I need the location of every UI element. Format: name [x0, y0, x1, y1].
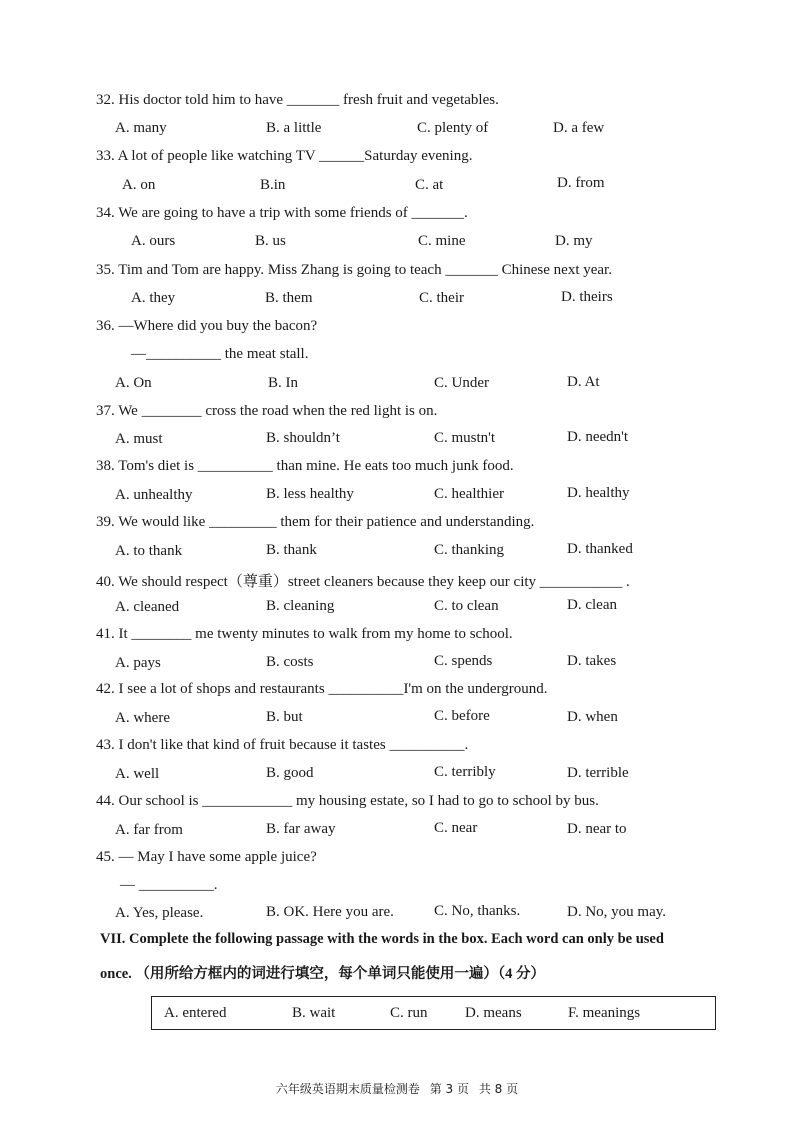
option-c: C. their	[419, 290, 464, 306]
section-heading: VII. Complete the following passage with the words in the box. Each word can only be used	[100, 931, 664, 947]
option-c: C. mine	[418, 233, 466, 249]
option-a: A. where	[115, 710, 170, 726]
option-a: A. far from	[115, 822, 183, 838]
question-stem: 33. A lot of people like watching TV ______Saturday evening.	[96, 148, 473, 164]
footer-title: 六年级英语期末质量检测卷	[275, 1082, 420, 1096]
question-response-line: — __________.	[120, 877, 218, 893]
option-d: D. theirs	[561, 289, 613, 305]
option-c: C. healthier	[434, 486, 504, 502]
option-a: A. Yes, please.	[115, 905, 204, 921]
word-option-b: B. wait	[292, 1005, 336, 1021]
option-b: B. shouldn’t	[266, 430, 340, 446]
option-b: B. good	[266, 765, 314, 781]
option-d: D. terrible	[567, 765, 629, 781]
word-option-a: A. entered	[164, 1005, 227, 1021]
option-c: C. plenty of	[417, 120, 489, 136]
question-stem: 40. We should respect（尊重）street cleaners because they keep our city ___________ .	[96, 574, 630, 590]
word-option-d: D. means	[465, 1005, 522, 1021]
option-b: B. thank	[266, 542, 317, 558]
word-box	[151, 996, 716, 1030]
option-a: A. ours	[131, 233, 176, 249]
footer-page-number: 第 3 页	[429, 1082, 469, 1096]
footer-total-pages: 共 8 页	[478, 1082, 519, 1096]
option-b: B. In	[268, 375, 298, 391]
option-d: D. from	[557, 175, 605, 191]
option-b: B. them	[265, 290, 313, 306]
option-a: A. on	[122, 177, 156, 193]
page-footer	[0, 1080, 794, 1097]
option-d: D. needn't	[567, 429, 629, 445]
option-c: C. spends	[434, 653, 493, 669]
option-a: A. On	[115, 375, 152, 391]
option-b: B. OK. Here you are.	[266, 904, 394, 920]
option-a: A. they	[131, 290, 176, 306]
question-stem: 39. We would like _________ them for their patience and understanding.	[96, 514, 535, 530]
question-stem: 45. — May I have some apple juice?	[96, 849, 317, 865]
word-option-f: F. meanings	[568, 1005, 641, 1021]
option-d: D. my	[555, 233, 593, 249]
option-a: A. pays	[115, 655, 161, 671]
option-c: C. at	[415, 177, 444, 193]
option-a: A. well	[115, 766, 160, 782]
option-c: C. mustn't	[434, 430, 496, 446]
option-c: C. to clean	[434, 598, 499, 614]
question-stem: 38. Tom's diet is __________ than mine. He eats too much junk food.	[96, 458, 514, 474]
option-d: D. a few	[553, 120, 605, 136]
option-d: D. healthy	[567, 485, 630, 501]
option-c: C. Under	[434, 375, 489, 391]
option-a: A. to thank	[115, 543, 183, 559]
option-c: C. thanking	[434, 542, 504, 558]
option-d: D. near to	[567, 821, 627, 837]
option-b: B. a little	[266, 120, 322, 136]
section-heading-line2: once. （用所给方框内的词进行填空，每个单词只能使用一遍）（4 分）	[100, 966, 546, 982]
option-b: B. but	[266, 709, 303, 725]
option-c: C. terribly	[434, 764, 496, 780]
option-b: B. cleaning	[266, 598, 335, 614]
option-d: D. No, you may.	[567, 904, 667, 920]
question-stem: 42. I see a lot of shops and restaurants __________I'm on the underground.	[96, 681, 548, 697]
question-response-line: —__________ the meat stall.	[131, 346, 309, 362]
option-d: D. takes	[567, 653, 617, 669]
option-b: B.in	[260, 177, 286, 193]
option-d: D. thanked	[567, 541, 633, 557]
question-stem: 35. Tim and Tom are happy. Miss Zhang is going to teach _______ Chinese next year.	[96, 262, 612, 278]
question-stem: 37. We ________ cross the road when the red light is on.	[96, 403, 438, 419]
option-d: D. clean	[567, 597, 617, 613]
option-b: B. far away	[266, 821, 336, 837]
option-d: D. At	[567, 374, 600, 390]
option-c: C. near	[434, 820, 478, 836]
question-stem: 34. We are going to have a trip with some friends of _______.	[96, 205, 468, 221]
question-stem: 43. I don't like that kind of fruit because it tastes __________.	[96, 737, 469, 753]
option-a: A. cleaned	[115, 599, 180, 615]
option-c: C. before	[434, 708, 490, 724]
question-stem: 32. His doctor told him to have _______ fresh fruit and vegetables.	[96, 92, 499, 108]
option-b: B. us	[255, 233, 286, 249]
option-a: A. unhealthy	[115, 487, 193, 503]
option-b: B. costs	[266, 654, 314, 670]
question-stem: 41. It ________ me twenty minutes to walk from my home to school.	[96, 626, 513, 642]
option-a: A. must	[115, 431, 163, 447]
question-stem: 44. Our school is ____________ my housing estate, so I had to go to school by bus.	[96, 793, 599, 809]
option-b: B. less healthy	[266, 486, 354, 502]
question-stem: 36. —Where did you buy the bacon?	[96, 318, 318, 334]
option-c: C. No, thanks.	[434, 903, 521, 919]
option-a: A. many	[115, 120, 167, 136]
word-option-c: C. run	[390, 1005, 428, 1021]
option-d: D. when	[567, 709, 618, 725]
